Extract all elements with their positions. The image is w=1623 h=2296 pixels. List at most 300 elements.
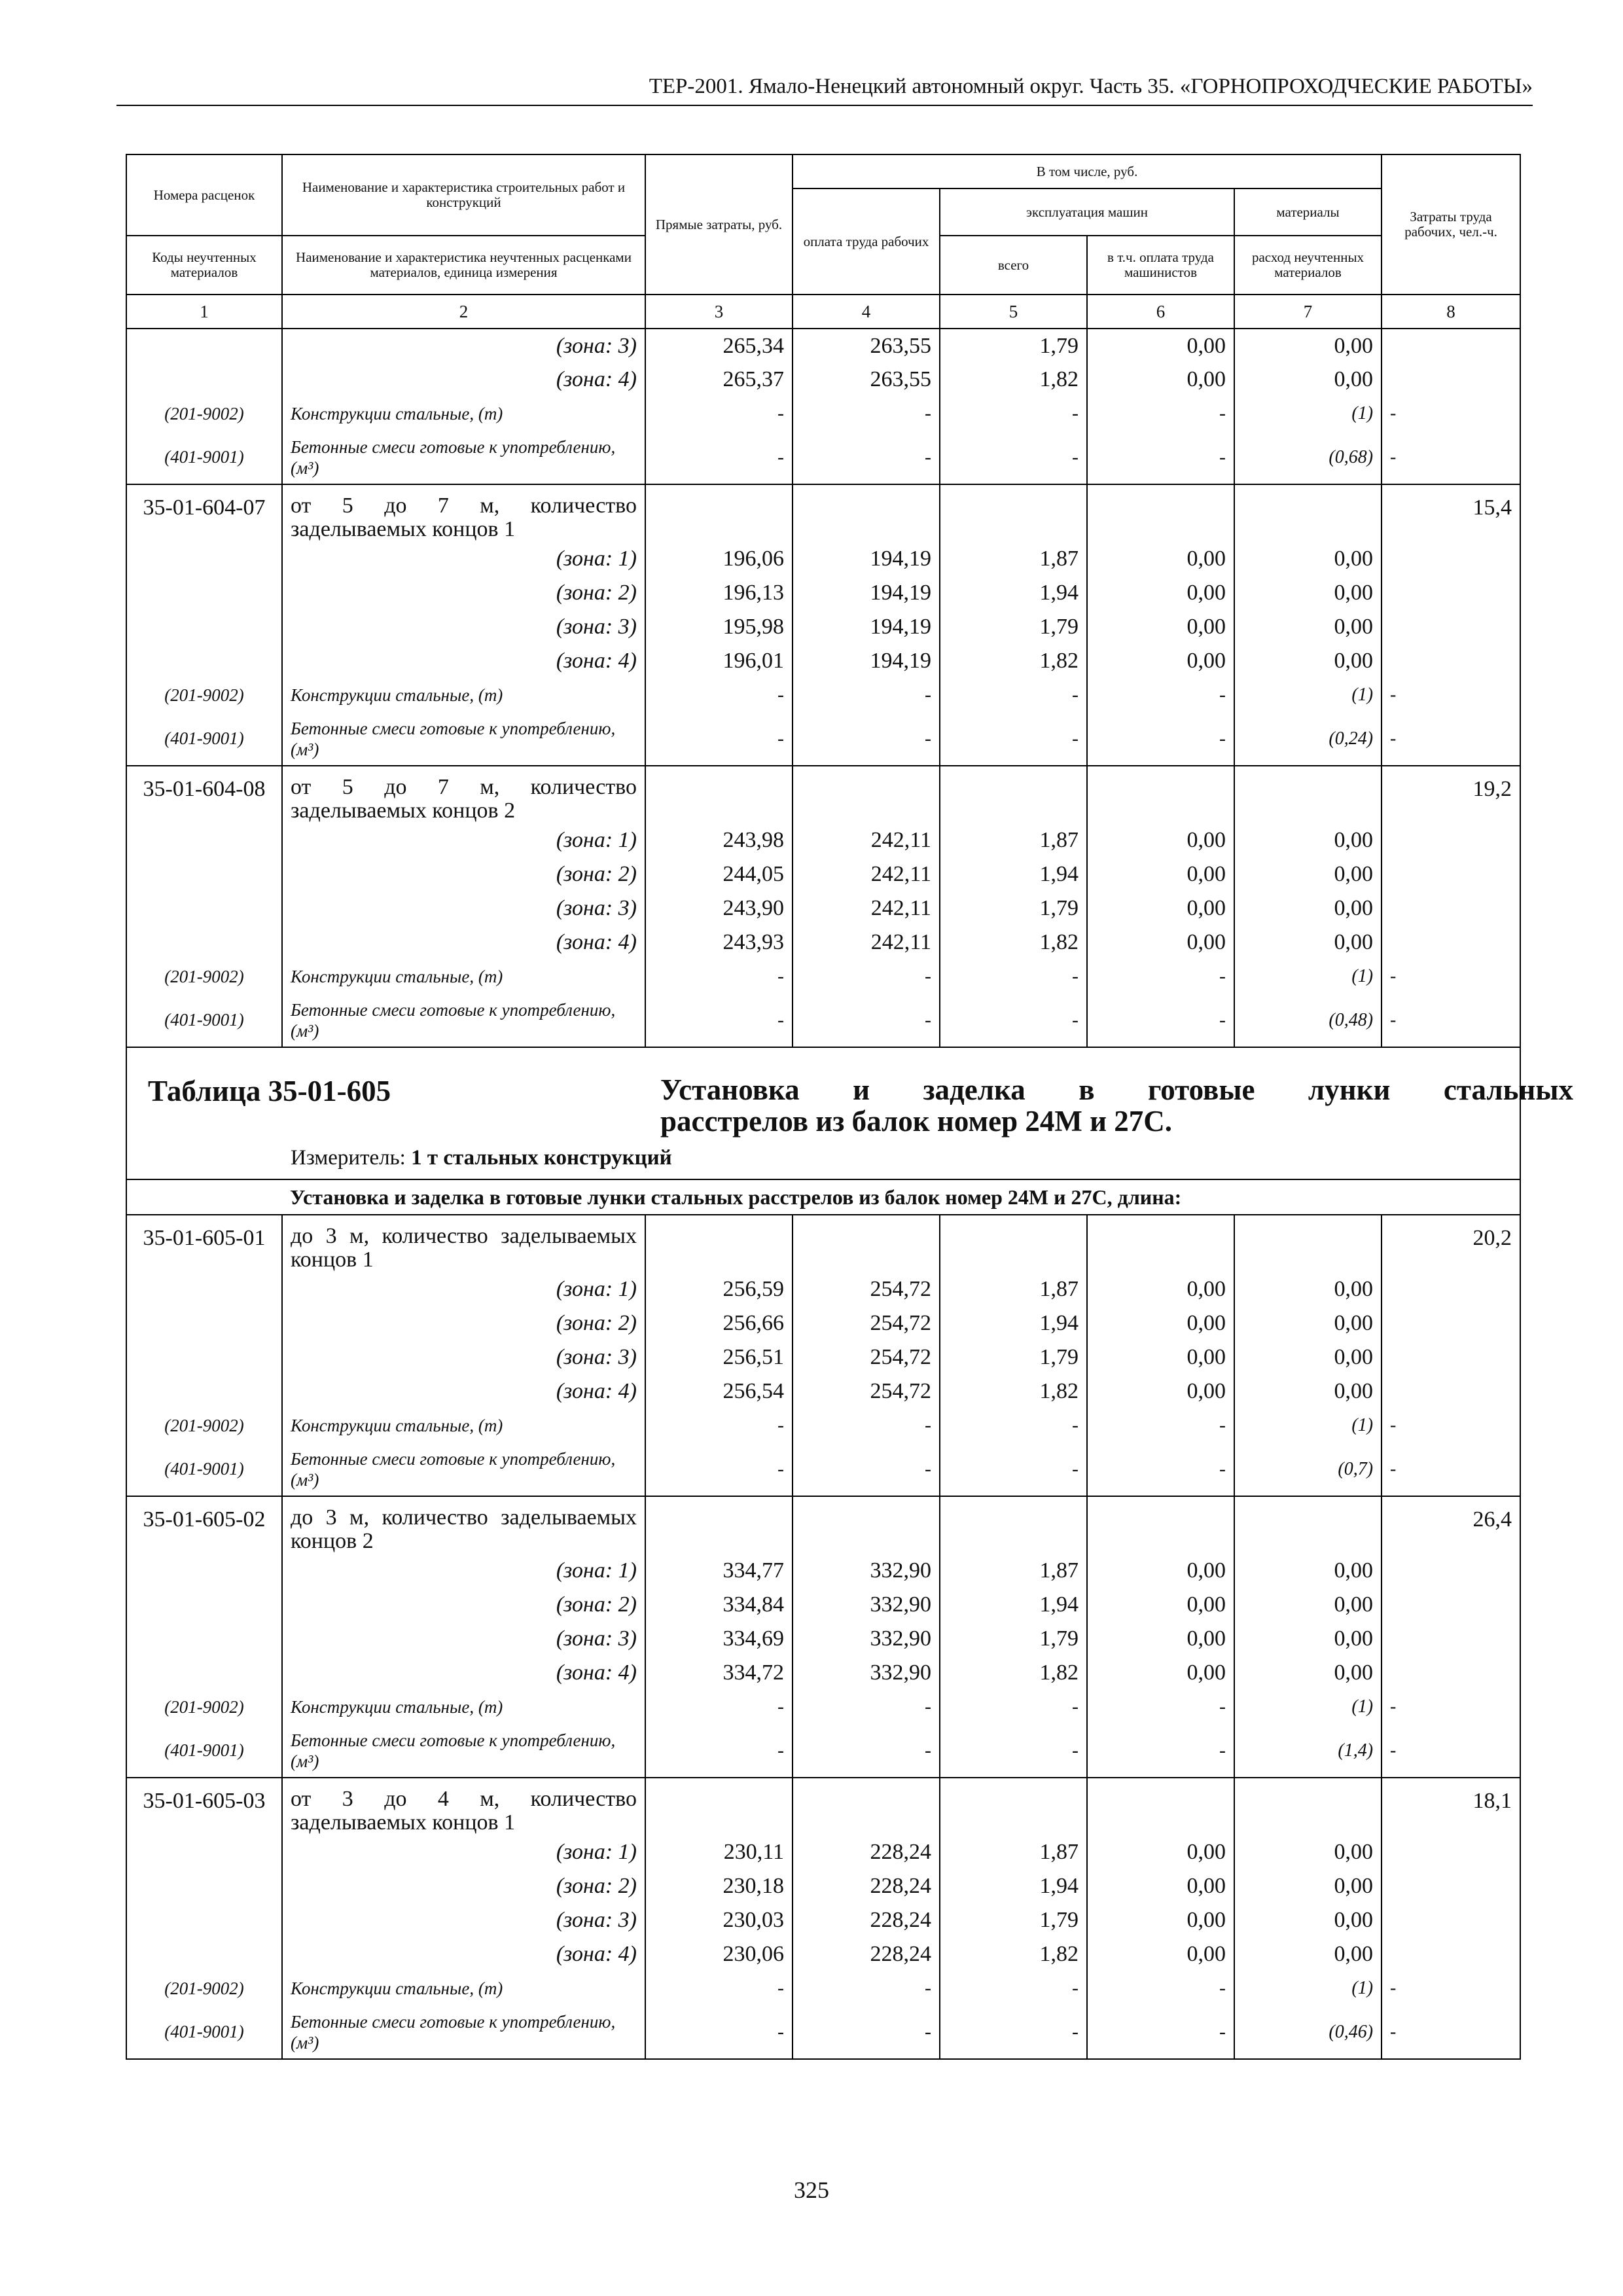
value-v6: 0,00 (1087, 576, 1234, 610)
zone-label: (зона: 3) (282, 329, 645, 363)
value-v3: 230,03 (645, 1903, 793, 1937)
code-cell-blank (126, 576, 282, 610)
value-v5: 1,79 (940, 610, 1087, 644)
value-v6: 0,00 (1087, 1374, 1234, 1408)
zone-label: (зона: 1) (282, 542, 645, 576)
value-v7: 0,00 (1234, 891, 1382, 925)
value-v6: 0,00 (1087, 823, 1234, 857)
empty-cell (1087, 1778, 1234, 1835)
value-v6: 0,00 (1087, 329, 1234, 363)
zone-label: (зона: 4) (282, 1374, 645, 1408)
col-number: 7 (1234, 295, 1382, 329)
dash: - (1087, 1971, 1234, 2005)
dash: - (1382, 431, 1520, 484)
material-code: (201-9002) (126, 1690, 282, 1724)
dash: - (1382, 1690, 1520, 1724)
value-v7: 0,00 (1234, 1340, 1382, 1374)
dash: - (793, 1690, 940, 1724)
zone-label: (зона: 2) (282, 576, 645, 610)
empty-cell (645, 484, 793, 542)
zone-label: (зона: 2) (282, 857, 645, 891)
value-v5: 1,82 (940, 1374, 1087, 1408)
zone-label: (зона: 3) (282, 1622, 645, 1656)
material-name: Конструкции стальные, (т) (282, 960, 645, 994)
code-cell-blank (126, 857, 282, 891)
zone-label: (зона: 2) (282, 1588, 645, 1622)
rate-description: до 3 м, количество заделываемых концов 2 (282, 1496, 645, 1554)
labor-blank (1382, 329, 1520, 363)
empty-cell (793, 1778, 940, 1835)
value-v6: 0,00 (1087, 1340, 1234, 1374)
dash: - (940, 712, 1087, 766)
value-v7: 0,00 (1234, 1272, 1382, 1306)
value-v4: 332,90 (793, 1622, 940, 1656)
value-v3: 244,05 (645, 857, 793, 891)
material-code: (201-9002) (126, 960, 282, 994)
value-v5: 1,82 (940, 1937, 1087, 1971)
code-cell-blank (126, 1554, 282, 1588)
value-v3: 334,69 (645, 1622, 793, 1656)
materials-header: материалы (1234, 188, 1382, 236)
value-v5: 1,82 (940, 1656, 1087, 1690)
material-qty: (1,4) (1234, 1724, 1382, 1778)
value-v5: 1,94 (940, 1306, 1087, 1340)
value-v5: 1,94 (940, 857, 1087, 891)
labor-blank (1382, 1340, 1520, 1374)
value-v7: 0,00 (1234, 1374, 1382, 1408)
code-cell-blank (126, 542, 282, 576)
value-v5: 1,87 (940, 1272, 1087, 1306)
dash: - (940, 1690, 1087, 1724)
material-code: (401-9001) (126, 431, 282, 484)
labor-blank (1382, 857, 1520, 891)
value-v3: 196,01 (645, 644, 793, 678)
dash: - (1382, 960, 1520, 994)
empty-cell (940, 1778, 1087, 1835)
running-header: ТЕР-2001. Ямало-Ненецкий автономный округ. Часть 35. «ГОРНОПРОХОДЧЕСКИЕ РАБОТЫ» (649, 75, 1533, 98)
labor-blank (1382, 1554, 1520, 1588)
code-cell-blank (126, 823, 282, 857)
table-605-subtitle: Установка и заделка в готовые лунки стальных расстрелов из балок номер 24М и 27С, длина: (282, 1179, 1520, 1215)
dash: - (1087, 678, 1234, 712)
zone-label: (зона: 3) (282, 891, 645, 925)
dash: - (940, 431, 1087, 484)
dash: - (793, 431, 940, 484)
material-name: Конструкции стальные, (т) (282, 1690, 645, 1724)
labor-cost: 19,2 (1382, 766, 1520, 823)
value-v3: 256,54 (645, 1374, 793, 1408)
value-v3: 334,84 (645, 1588, 793, 1622)
material-name: Бетонные смеси готовые к употреблению, (м³) (282, 1724, 645, 1778)
value-v3: 243,93 (645, 925, 793, 960)
value-v6: 0,00 (1087, 1588, 1234, 1622)
code-cell-blank (126, 1374, 282, 1408)
material-name: Бетонные смеси готовые к употреблению, (м³) (282, 994, 645, 1047)
empty-cell (793, 1496, 940, 1554)
dash: - (645, 960, 793, 994)
col8-header: Затраты труда рабочих, чел.-ч. (1382, 154, 1520, 295)
dash: - (1382, 1408, 1520, 1443)
code-cell-blank (126, 1869, 282, 1903)
value-v5: 1,79 (940, 1340, 1087, 1374)
material-qty: (1) (1234, 1971, 1382, 2005)
labor-blank (1382, 823, 1520, 857)
material-code: (201-9002) (126, 1971, 282, 2005)
empty-cell (1087, 1215, 1234, 1272)
code-cell-blank (126, 1272, 282, 1306)
value-v3: 334,72 (645, 1656, 793, 1690)
labor-cost: 18,1 (1382, 1778, 1520, 1835)
dash: - (1087, 1724, 1234, 1778)
value-v7: 0,00 (1234, 1835, 1382, 1869)
dash: - (1087, 397, 1234, 431)
rate-block-35-01-605-02 (126, 1496, 1520, 1778)
value-v7: 0,00 (1234, 644, 1382, 678)
code-cell-blank (126, 1835, 282, 1869)
labor-cost: 26,4 (1382, 1496, 1520, 1554)
labor-blank (1382, 1588, 1520, 1622)
code-cell-blank (126, 891, 282, 925)
dash: - (1087, 712, 1234, 766)
value-v7: 0,00 (1234, 1903, 1382, 1937)
rate-description: от 3 до 4 м, количество заделываемых концов 1 (282, 1778, 645, 1835)
rate-block-35-01-604-08 (126, 766, 1520, 1047)
value-v4: 242,11 (793, 891, 940, 925)
value-v4: 332,90 (793, 1554, 940, 1588)
dash: - (940, 960, 1087, 994)
value-v3: 256,59 (645, 1272, 793, 1306)
value-v5: 1,79 (940, 1622, 1087, 1656)
col-number: 2 (282, 295, 645, 329)
col1-bottom-header: Коды неучтенных материалов (126, 236, 282, 295)
value-v4: 194,19 (793, 610, 940, 644)
material-name: Бетонные смеси готовые к употреблению, (м³) (282, 431, 645, 484)
value-v3: 230,18 (645, 1869, 793, 1903)
value-v5: 1,82 (940, 925, 1087, 960)
value-v3: 196,06 (645, 542, 793, 576)
empty-cell (645, 1496, 793, 1554)
value-v3: 256,66 (645, 1306, 793, 1340)
col2-bottom-header: Наименование и характеристика неучтенных расценками материалов, единица измерения (282, 236, 645, 295)
empty-cell (1087, 1496, 1234, 1554)
code-cell-blank (126, 610, 282, 644)
labor-blank (1382, 1374, 1520, 1408)
value-v7: 0,00 (1234, 1588, 1382, 1622)
dash: - (940, 1724, 1087, 1778)
material-name: Конструкции стальные, (т) (282, 678, 645, 712)
col-number: 1 (126, 295, 282, 329)
dash: - (940, 1443, 1087, 1496)
col-number: 6 (1087, 295, 1234, 329)
material-code: (401-9001) (126, 1443, 282, 1496)
dash: - (940, 1971, 1087, 2005)
dash: - (1382, 712, 1520, 766)
value-v5: 1,79 (940, 329, 1087, 363)
material-name: Бетонные смеси готовые к употреблению, (м³) (282, 2005, 645, 2059)
labor-blank (1382, 1622, 1520, 1656)
value-v5: 1,94 (940, 1869, 1087, 1903)
labor-blank (1382, 1903, 1520, 1937)
value-v6: 0,00 (1087, 1835, 1234, 1869)
value-v4: 242,11 (793, 925, 940, 960)
zone-label: (зона: 2) (282, 1306, 645, 1340)
value-v3: 243,98 (645, 823, 793, 857)
material-code: (201-9002) (126, 1408, 282, 1443)
dash: - (645, 678, 793, 712)
value-v6: 0,00 (1087, 1937, 1234, 1971)
value-v5: 1,82 (940, 644, 1087, 678)
rate-block-35-01-605-01 (126, 1215, 1520, 1496)
zone-label: (зона: 2) (282, 1869, 645, 1903)
subtitle-spacer (126, 1179, 282, 1215)
value-v6: 0,00 (1087, 1272, 1234, 1306)
value-v4: 254,72 (793, 1272, 940, 1306)
dash: - (1382, 2005, 1520, 2059)
empty-cell (1234, 1215, 1382, 1272)
value-v4: 254,72 (793, 1374, 940, 1408)
material-qty: (1) (1234, 1690, 1382, 1724)
value-v7: 0,00 (1234, 329, 1382, 363)
dash: - (793, 960, 940, 994)
dash: - (940, 1408, 1087, 1443)
labor-blank (1382, 891, 1520, 925)
value-v6: 0,00 (1087, 1554, 1234, 1588)
material-code: (401-9001) (126, 1724, 282, 1778)
dash: - (793, 994, 940, 1047)
rate-description: до 3 м, количество заделываемых концов 1 (282, 1215, 645, 1272)
empty-cell (940, 1215, 1087, 1272)
col1-top-header: Номера расценок (126, 154, 282, 236)
dash: - (793, 1971, 940, 2005)
material-name: Конструкции стальные, (т) (282, 1971, 645, 2005)
labor-cost: 20,2 (1382, 1215, 1520, 1272)
value-v7: 0,00 (1234, 1622, 1382, 1656)
zone-label: (зона: 3) (282, 1903, 645, 1937)
material-qty: (0,7) (1234, 1443, 1382, 1496)
rate-block-35-01-605-03 (126, 1778, 1520, 2059)
dash: - (940, 678, 1087, 712)
material-code: (201-9002) (126, 678, 282, 712)
value-v7: 0,00 (1234, 576, 1382, 610)
value-v4: 263,55 (793, 363, 940, 397)
empty-cell (645, 1778, 793, 1835)
value-v6: 0,00 (1087, 1656, 1234, 1690)
value-v5: 1,79 (940, 891, 1087, 925)
table-605-desc-line2: расстрелов из балок номер 24М и 27С. (660, 1105, 1173, 1138)
code-cell-blank (126, 363, 282, 397)
code-cell-blank (126, 1656, 282, 1690)
value-v3: 195,98 (645, 610, 793, 644)
dash: - (1087, 2005, 1234, 2059)
zone-label: (зона: 4) (282, 644, 645, 678)
value-v5: 1,87 (940, 1554, 1087, 1588)
value-v7: 0,00 (1234, 1937, 1382, 1971)
labor-blank (1382, 610, 1520, 644)
material-qty: (1) (1234, 1408, 1382, 1443)
code-cell-blank (126, 925, 282, 960)
material-qty: (0,24) (1234, 712, 1382, 766)
dash: - (1382, 397, 1520, 431)
dash: - (1382, 1724, 1520, 1778)
zone-label: (зона: 1) (282, 1272, 645, 1306)
value-v6: 0,00 (1087, 542, 1234, 576)
dash: - (793, 397, 940, 431)
zone-label: (зона: 4) (282, 1937, 645, 1971)
dash: - (793, 1724, 940, 1778)
zone-label: (зона: 1) (282, 1835, 645, 1869)
dash: - (645, 2005, 793, 2059)
dash: - (793, 1443, 940, 1496)
material-qty: (0,68) (1234, 431, 1382, 484)
code-cell-blank (126, 1622, 282, 1656)
value-v3: 265,37 (645, 363, 793, 397)
table-605-section (126, 1047, 1573, 1215)
value-v7: 0,00 (1234, 823, 1382, 857)
labor-blank (1382, 1656, 1520, 1690)
value-v4: 254,72 (793, 1340, 940, 1374)
meter-label: Измеритель: (291, 1146, 406, 1170)
meter-value: 1 т стальных конструкций (411, 1146, 672, 1170)
material-name: Конструкции стальные, (т) (282, 1408, 645, 1443)
value-v4: 228,24 (793, 1937, 940, 1971)
value-v3: 265,34 (645, 329, 793, 363)
header-rule (116, 105, 1533, 106)
dash: - (645, 1724, 793, 1778)
labor-cost: 15,4 (1382, 484, 1520, 542)
value-v6: 0,00 (1087, 1306, 1234, 1340)
dash: - (1087, 431, 1234, 484)
col6-header: в т.ч. оплата труда машинистов (1087, 236, 1234, 295)
table-605-title: Таблица 35-01-605 (148, 1075, 391, 1107)
value-v3: 230,06 (645, 1937, 793, 1971)
value-v6: 0,00 (1087, 1869, 1234, 1903)
value-v4: 254,72 (793, 1306, 940, 1340)
empty-cell (1234, 1496, 1382, 1554)
value-v4: 242,11 (793, 857, 940, 891)
value-v3: 230,11 (645, 1835, 793, 1869)
value-v6: 0,00 (1087, 610, 1234, 644)
dash: - (1382, 1971, 1520, 2005)
dash: - (1087, 1690, 1234, 1724)
value-v6: 0,00 (1087, 925, 1234, 960)
col-number: 3 (645, 295, 793, 329)
col-number: 4 (793, 295, 940, 329)
empty-cell (940, 1496, 1087, 1554)
value-v4: 194,19 (793, 542, 940, 576)
col7-header: расход неучтенных материалов (1234, 236, 1382, 295)
material-qty: (1) (1234, 960, 1382, 994)
empty-cell (940, 766, 1087, 823)
material-name: Бетонные смеси готовые к употреблению, (м³) (282, 1443, 645, 1496)
value-v6: 0,00 (1087, 644, 1234, 678)
material-qty: (0,48) (1234, 994, 1382, 1047)
dash: - (940, 994, 1087, 1047)
dash: - (1087, 1443, 1234, 1496)
empty-cell (1234, 484, 1382, 542)
value-v3: 334,77 (645, 1554, 793, 1588)
material-code: (401-9001) (126, 2005, 282, 2059)
col4-header: оплата труда рабочих (793, 188, 940, 295)
col5-header: всего (940, 236, 1087, 295)
value-v5: 1,87 (940, 542, 1087, 576)
value-v4: 242,11 (793, 823, 940, 857)
value-v6: 0,00 (1087, 363, 1234, 397)
rate-code: 35-01-605-02 (126, 1496, 282, 1554)
dash: - (1382, 678, 1520, 712)
rate-code: 35-01-605-01 (126, 1215, 282, 1272)
dash: - (1382, 994, 1520, 1047)
value-v7: 0,00 (1234, 610, 1382, 644)
labor-blank (1382, 1306, 1520, 1340)
value-v4: 332,90 (793, 1656, 940, 1690)
dash: - (645, 1690, 793, 1724)
value-v4: 194,19 (793, 644, 940, 678)
rate-code: 35-01-604-07 (126, 484, 282, 542)
value-v4: 228,24 (793, 1835, 940, 1869)
dash: - (1087, 1408, 1234, 1443)
zone-label: (зона: 4) (282, 1656, 645, 1690)
zone-label: (зона: 1) (282, 1554, 645, 1588)
empty-cell (645, 1215, 793, 1272)
value-v5: 1,94 (940, 1588, 1087, 1622)
dash: - (645, 1443, 793, 1496)
empty-cell (645, 766, 793, 823)
code-cell-blank (126, 644, 282, 678)
labor-blank (1382, 1272, 1520, 1306)
value-v7: 0,00 (1234, 1554, 1382, 1588)
value-v4: 228,24 (793, 1903, 940, 1937)
value-v6: 0,00 (1087, 1903, 1234, 1937)
col3-header: Прямые затраты, руб. (645, 154, 793, 295)
dash: - (1087, 994, 1234, 1047)
labor-blank (1382, 644, 1520, 678)
dash: - (940, 397, 1087, 431)
zone-label: (зона: 4) (282, 363, 645, 397)
value-v7: 0,00 (1234, 1656, 1382, 1690)
material-qty: (0,46) (1234, 2005, 1382, 2059)
zone-label: (зона: 3) (282, 1340, 645, 1374)
value-v5: 1,87 (940, 823, 1087, 857)
code-cell-blank (126, 1903, 282, 1937)
dash: - (793, 2005, 940, 2059)
table-605-desc-line1: Установка и заделка в готовые лунки стальных (660, 1073, 1573, 1106)
rate-description: от 5 до 7 м, количество заделываемых концов 2 (282, 766, 645, 823)
value-v7: 0,00 (1234, 363, 1382, 397)
empty-cell (940, 484, 1087, 542)
rate-block-35-01-604-07 (126, 484, 1520, 766)
rate-description: от 5 до 7 м, количество заделываемых концов 1 (282, 484, 645, 542)
dash: - (793, 712, 940, 766)
dash: - (940, 2005, 1087, 2059)
dash: - (645, 397, 793, 431)
rate-block-continued (126, 329, 1520, 484)
table-605-heading (126, 1047, 1573, 1179)
zone-label: (зона: 4) (282, 925, 645, 960)
labor-blank (1382, 542, 1520, 576)
value-v5: 1,94 (940, 576, 1087, 610)
material-qty: (1) (1234, 678, 1382, 712)
value-v4: 228,24 (793, 1869, 940, 1903)
rate-code: 35-01-604-08 (126, 766, 282, 823)
machines-header: эксплуатация машин (940, 188, 1234, 236)
material-code: (401-9001) (126, 712, 282, 766)
empty-cell (1234, 1778, 1382, 1835)
value-v7: 0,00 (1234, 857, 1382, 891)
empty-cell (1234, 766, 1382, 823)
empty-cell (793, 484, 940, 542)
incl-header: В том числе, руб. (793, 154, 1382, 188)
rates-table (126, 154, 1573, 2060)
